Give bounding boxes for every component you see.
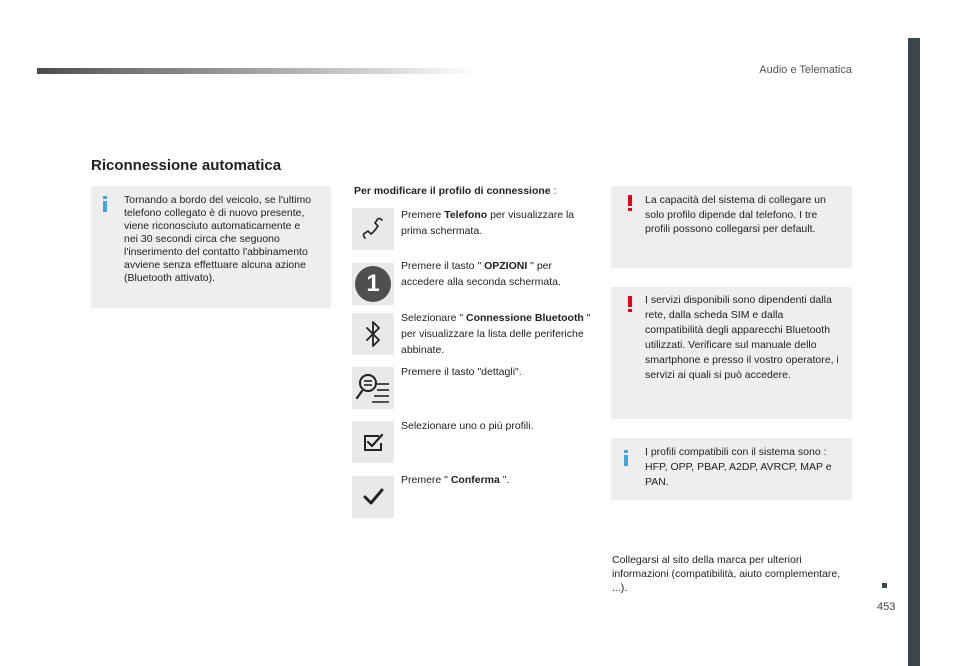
step-4-text [401,364,596,380]
step-2-prefix: Premere il tasto " [401,260,485,272]
step-1-prefix: Premere [401,209,445,221]
details-step-icon [352,367,394,409]
step-2-suffix: " per accedere alla seconda schermata. [401,260,561,288]
phone-handset-icon [352,208,394,250]
checkmark-icon [352,476,394,518]
checkbox-icon [352,421,394,463]
step-4-prefix: Premere il tasto "dettagli". [401,366,522,378]
info-icon [624,450,628,466]
section-title: Riconnessione automatica [91,157,282,174]
confirm-step-icon [352,476,394,518]
header-gradient-bar [37,68,477,74]
step-6-prefix: Premere " [401,474,451,486]
phone-step-icon [352,208,394,250]
info-box-right-text: I profili compatibili con il sistema sono : HFP, OPP, PBAP, A2DP, AVRCP, MAP e PAN. [645,446,832,488]
info-box-compatible-profiles [611,438,852,500]
step-3-prefix: Selezionare " [401,312,467,324]
step-3-text [401,310,596,358]
step-6-suffix: ". [499,474,510,486]
chapter-side-bar [908,38,920,666]
header-title: Audio e Telematica [759,64,852,76]
step-6-bold: Conferma [450,474,500,486]
step-1-text [401,207,596,239]
info-box-text: Tornando a bordo del veicolo, se l'ultimo telefono collegato è di nuovo presente, viene riconosciuto automaticamente e nei 30 secondi circa che seguono l'inserimento del contatto l'abbinamento avviene senza effettuare alcuna azione (Bluetooth attivato). [124,194,312,284]
warning-icon [628,296,632,312]
info-box-reconnection [91,186,331,308]
page-marker [882,583,887,588]
bluetooth-step-icon [352,313,394,355]
procedure-intro [354,185,556,197]
warning-box-2-text: I servizi disponibili sono dipendenti dalla rete, dalla scheda SIM e dalla compatibilità degli apparecchi Bluetooth utilizzati. Verificare sul manuale dello smartphone e presso il vostro operatore, i servizi ai quali si può accedere. [645,294,839,381]
checkbox-step-icon [352,421,394,463]
step-2-text [401,258,596,290]
procedure-intro-bold: Per modificare il profilo di connessione [354,185,551,197]
page-number: 453 [877,601,896,613]
footer-note: Collegarsi al sito della marca per ulteriori informazioni (compatibilità, aiuto complementare, ...). [612,554,841,594]
step-5-text [401,418,596,434]
step-6-text [401,472,596,488]
warning-box-services [611,287,852,419]
warning-icon [628,195,632,211]
step-1-suffix: per visualizzare la prima schermata. [401,209,575,237]
warning-box-profiles [611,186,852,268]
step-2-bold: OPZIONI [484,260,528,272]
warning-box-1-text: La capacità del sistema di collegare un solo profilo dipende dal telefono. I tre profili possono collegarsi per default. [645,194,826,235]
step-3-bold: Connessione Bluetooth [466,312,584,324]
step-3-suffix: " per visualizzare la lista delle periferiche abbinate. [401,312,591,356]
badge-number: 1 [366,270,380,297]
procedure-intro-suffix: : [550,185,557,197]
step-1-bold: Telefono [444,209,488,221]
search-details-icon [352,367,394,409]
bluetooth-icon [352,313,394,355]
info-icon [103,196,107,212]
step-5-prefix: Selezionare uno o più profili. [401,420,534,432]
step-number-badge [352,263,394,305]
